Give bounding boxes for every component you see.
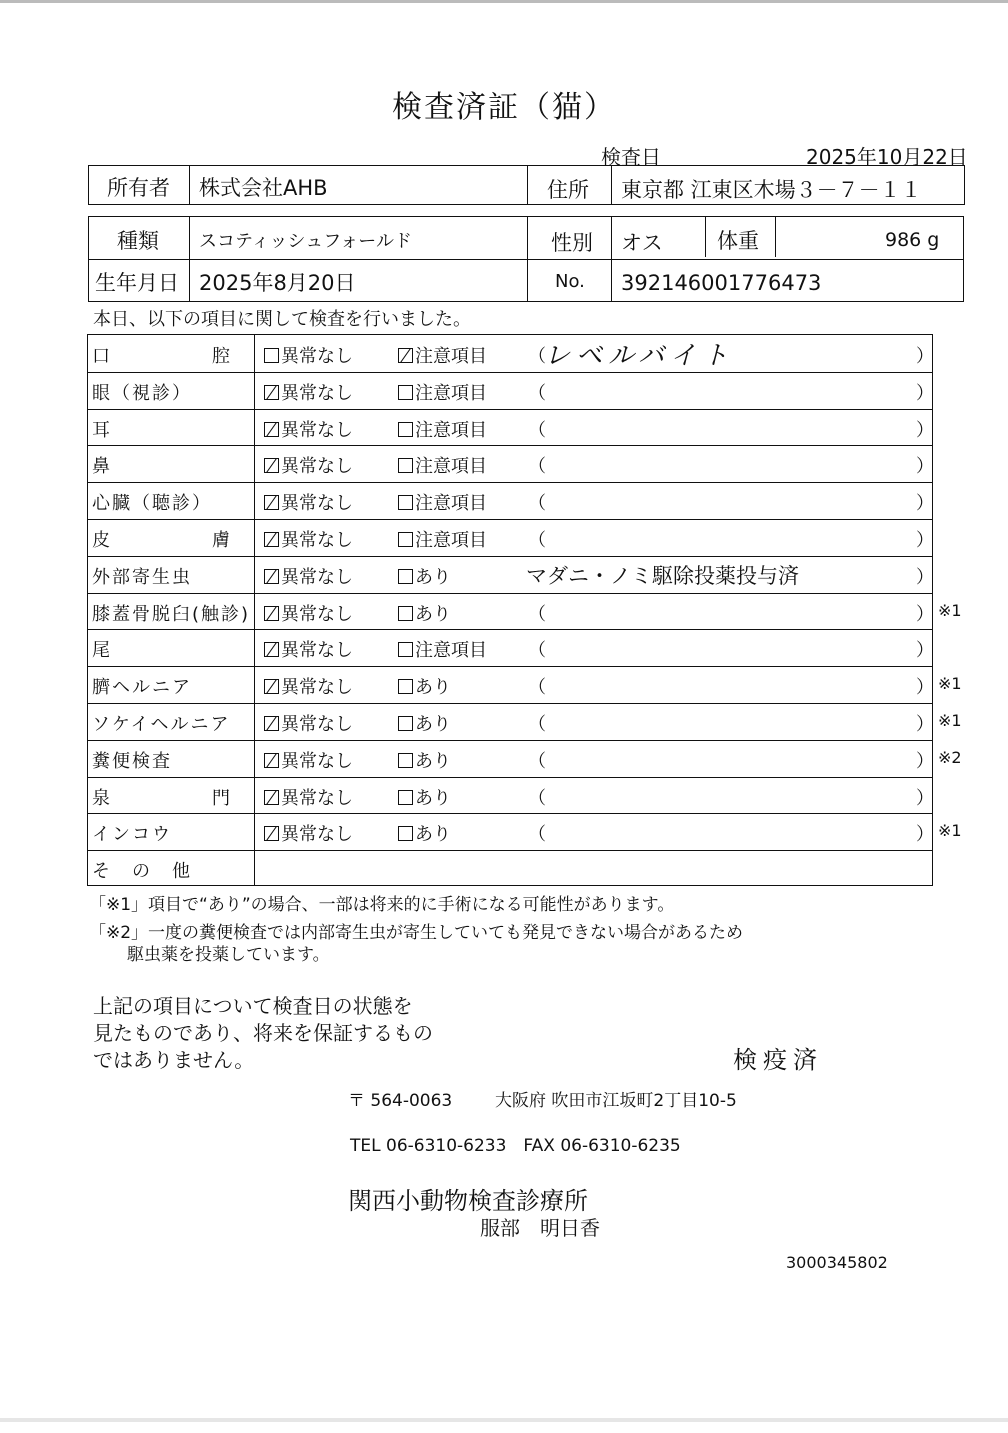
checkbox-icon bbox=[264, 753, 279, 768]
attention-checkbox[interactable] bbox=[398, 710, 451, 736]
checkbox-label: 異常なし bbox=[281, 714, 353, 735]
checkbox-label: 異常なし bbox=[281, 493, 353, 515]
checkbox-icon bbox=[398, 385, 413, 400]
dob-value: 2025年8月20日 bbox=[199, 271, 356, 295]
checkbox-label: 異常なし bbox=[281, 530, 353, 551]
paren-open: （ bbox=[528, 603, 546, 625]
dob-label: 生年月日 bbox=[95, 271, 179, 295]
checkbox-label: あり bbox=[415, 714, 451, 735]
checkbox-icon bbox=[398, 679, 413, 694]
inspection-row bbox=[88, 740, 962, 777]
checkbox-label: 異常なし bbox=[281, 787, 353, 809]
checkbox-icon bbox=[398, 348, 413, 363]
normal-checkbox[interactable] bbox=[264, 526, 353, 552]
paren-close: ） bbox=[916, 382, 934, 404]
checkbox-icon bbox=[398, 606, 413, 621]
normal-checkbox[interactable] bbox=[264, 673, 353, 699]
checkbox-icon bbox=[264, 569, 279, 584]
statement-line: 見たものであり、将来を保証するもの bbox=[93, 1021, 433, 1045]
address-value: 東京都 江東区木場３－７－１１ bbox=[621, 178, 922, 202]
paren-close: ） bbox=[916, 824, 934, 846]
vet-name: 服部 明日香 bbox=[480, 1216, 600, 1240]
paren-close: ） bbox=[916, 530, 934, 551]
statement bbox=[93, 993, 433, 1074]
checkbox-label: 注意項目 bbox=[415, 530, 487, 551]
paren-close: ） bbox=[916, 677, 934, 699]
checkbox-label: 異常なし bbox=[281, 640, 353, 662]
checkbox-label: あり bbox=[415, 603, 451, 625]
paren-close: ） bbox=[916, 566, 934, 588]
checkbox-label: あり bbox=[415, 677, 451, 699]
attention-checkbox[interactable] bbox=[398, 416, 487, 442]
attention-checkbox[interactable] bbox=[398, 489, 487, 515]
owner-label: 所有者 bbox=[107, 176, 170, 200]
normal-checkbox[interactable] bbox=[264, 710, 353, 736]
normal-checkbox[interactable] bbox=[264, 342, 353, 368]
checkbox-label: あり bbox=[415, 787, 451, 809]
inspection-item-name: 尾 bbox=[92, 640, 112, 662]
checkbox-label: 異常なし bbox=[281, 456, 353, 478]
checkbox-label: 異常なし bbox=[281, 750, 353, 772]
attention-checkbox[interactable] bbox=[398, 784, 451, 810]
attention-checkbox[interactable] bbox=[398, 747, 451, 773]
postal-code: 〒 564-0063 bbox=[348, 1091, 453, 1111]
inspection-row bbox=[88, 335, 932, 372]
checkbox-label: 異常なし bbox=[281, 677, 353, 699]
attention-checkbox[interactable] bbox=[398, 379, 487, 405]
attention-checkbox[interactable] bbox=[398, 636, 487, 662]
inspection-table bbox=[87, 334, 962, 886]
address-label: 住所 bbox=[547, 178, 589, 202]
paren-open: （ bbox=[528, 824, 546, 846]
inspection-item-name: インコウ bbox=[92, 824, 172, 846]
attention-checkbox[interactable] bbox=[398, 563, 451, 589]
paren-open: （ bbox=[528, 750, 546, 772]
attention-checkbox[interactable] bbox=[398, 600, 451, 626]
paren-close: ） bbox=[916, 493, 934, 515]
checkbox-label: あり bbox=[415, 750, 451, 772]
checkbox-icon bbox=[264, 826, 279, 841]
checkbox-label: あり bbox=[415, 566, 451, 588]
checkbox-icon bbox=[398, 753, 413, 768]
checkbox-label: 異常なし bbox=[281, 603, 353, 625]
normal-checkbox[interactable] bbox=[264, 563, 353, 589]
checkbox-label: 注意項目 bbox=[415, 382, 487, 404]
exam-date-label: 検査日 bbox=[601, 145, 661, 169]
paren-close: ） bbox=[916, 640, 934, 662]
checkbox-icon bbox=[398, 532, 413, 547]
checkbox-label: 異常なし bbox=[281, 824, 353, 846]
inspection-row bbox=[88, 482, 932, 519]
checkbox-label: 異常なし bbox=[281, 419, 353, 441]
checkbox-icon bbox=[264, 716, 279, 731]
paren-open: （ bbox=[528, 640, 546, 662]
normal-checkbox[interactable] bbox=[264, 379, 353, 405]
breed-label: 種類 bbox=[117, 229, 159, 253]
paren-open: （ bbox=[528, 346, 546, 367]
normal-checkbox[interactable] bbox=[264, 747, 353, 773]
checkbox-icon bbox=[398, 642, 413, 657]
top-border bbox=[0, 0, 1008, 3]
inspection-item-name: 外部寄生虫 bbox=[92, 566, 192, 588]
footnote-mark: ※1 bbox=[938, 600, 962, 620]
note-1: 「※1」項目で“あり”の場合、一部は将来的に手術になる可能性があります。 bbox=[89, 895, 675, 915]
handwritten-remark: レベルバイト bbox=[544, 341, 735, 371]
paren-open: （ bbox=[528, 382, 546, 404]
footnote-mark: ※1 bbox=[938, 674, 962, 694]
footnote-mark: ※1 bbox=[938, 821, 962, 841]
inspection-row bbox=[88, 629, 932, 666]
paren-close: ） bbox=[916, 346, 934, 367]
checkbox-label: 注意項目 bbox=[415, 346, 487, 367]
inspection-row bbox=[88, 519, 932, 556]
checkbox-icon bbox=[398, 458, 413, 473]
inspection-row bbox=[88, 813, 962, 850]
inspection-row bbox=[88, 409, 932, 446]
quarantine-stamp: 検疫済 bbox=[733, 1046, 823, 1074]
paren-open: （ bbox=[528, 419, 546, 441]
checkbox-icon bbox=[264, 422, 279, 437]
intro-text: 本日、以下の項目に関して検査を行いました。 bbox=[93, 309, 471, 330]
clinic-phone: TEL 06-6310-6233 FAX 06-6310-6235 bbox=[350, 1136, 681, 1156]
inspection-item-name: 口 腔 bbox=[92, 346, 232, 367]
checkbox-icon bbox=[264, 532, 279, 547]
checkbox-icon bbox=[264, 385, 279, 400]
paren-open: （ bbox=[528, 787, 546, 809]
checkbox-icon bbox=[398, 790, 413, 805]
normal-checkbox[interactable] bbox=[264, 416, 353, 442]
note-2-continued: 駆虫薬を投薬しています。 bbox=[127, 945, 330, 965]
inspection-item-name: 耳 bbox=[92, 419, 112, 441]
checkbox-icon bbox=[264, 679, 279, 694]
paren-open: （ bbox=[528, 456, 546, 478]
inspection-row bbox=[88, 445, 932, 482]
note-2: 「※2」一度の糞便検査では内部寄生虫が寄生していても発見できない場合があるため bbox=[89, 923, 744, 943]
paren-open: （ bbox=[528, 677, 546, 699]
inspection-row bbox=[88, 372, 932, 409]
number-value: 392146001776473 bbox=[621, 271, 822, 295]
checkbox-label: 異常なし bbox=[281, 566, 353, 588]
inspection-item-name: 鼻 bbox=[92, 456, 112, 478]
exam-date: 2025年10月22日 bbox=[806, 145, 968, 169]
inspection-row bbox=[88, 666, 962, 703]
remark-text: マダニ・ノミ駆除投薬投与済 bbox=[526, 563, 799, 588]
checkbox-label: 注意項目 bbox=[415, 640, 487, 662]
normal-checkbox[interactable] bbox=[264, 636, 353, 662]
paren-close: ） bbox=[916, 750, 934, 772]
inspection-item-name: 臍ヘルニア bbox=[92, 677, 192, 699]
checkbox-label: あり bbox=[415, 824, 451, 846]
paren-open: （ bbox=[528, 530, 546, 551]
checkbox-icon bbox=[264, 458, 279, 473]
breed-value: スコティッシュフォールド bbox=[199, 231, 412, 252]
paren-open: （ bbox=[528, 493, 546, 515]
inspection-item-name: 糞便検査 bbox=[92, 750, 172, 772]
attention-checkbox[interactable] bbox=[398, 342, 487, 368]
inspection-row bbox=[88, 777, 932, 814]
inspection-item-name: 皮 膚 bbox=[92, 530, 232, 551]
weight-value: 986 g bbox=[885, 229, 940, 251]
normal-checkbox[interactable] bbox=[264, 820, 353, 846]
attention-checkbox[interactable] bbox=[398, 526, 487, 552]
checkbox-icon bbox=[264, 348, 279, 363]
checkbox-icon bbox=[264, 790, 279, 805]
checkbox-icon bbox=[398, 826, 413, 841]
number-label: No. bbox=[555, 271, 585, 292]
checkbox-icon bbox=[398, 495, 413, 510]
footnote-mark: ※2 bbox=[938, 747, 962, 767]
statement-line: 上記の項目について検査日の状態を bbox=[93, 994, 413, 1018]
animal-table bbox=[88, 216, 964, 302]
inspection-item-name: 泉 門 bbox=[92, 787, 232, 809]
normal-checkbox[interactable] bbox=[264, 784, 353, 810]
clinic-address: 大阪府 吹田市江坂町2丁目10-5 bbox=[495, 1091, 737, 1111]
checkbox-label: 注意項目 bbox=[415, 456, 487, 478]
paren-open: （ bbox=[528, 714, 546, 735]
checkbox-icon bbox=[264, 495, 279, 510]
attention-checkbox[interactable] bbox=[398, 820, 451, 846]
footnote-mark: ※1 bbox=[938, 711, 962, 730]
normal-checkbox[interactable] bbox=[264, 489, 353, 515]
owner-value: 株式会社AHB bbox=[199, 176, 328, 200]
normal-checkbox[interactable] bbox=[264, 600, 353, 626]
inspection-row bbox=[88, 556, 932, 593]
checkbox-icon bbox=[398, 716, 413, 731]
clinic-name: 関西小動物検査診療所 bbox=[348, 1187, 588, 1215]
checkbox-icon bbox=[264, 606, 279, 621]
inspection-item-name: 心臓（聴診） bbox=[92, 493, 212, 515]
inspection-item-name: 眼（視診） bbox=[92, 382, 192, 404]
document-title: 検査済証（猫） bbox=[392, 90, 616, 125]
inspection-item-name: そ の 他 bbox=[92, 861, 192, 883]
attention-checkbox[interactable] bbox=[398, 673, 451, 699]
paren-close: ） bbox=[916, 456, 934, 478]
paren-close: ） bbox=[916, 714, 934, 735]
document-number: 3000345802 bbox=[786, 1253, 888, 1272]
inspection-row bbox=[88, 850, 932, 887]
normal-checkbox[interactable] bbox=[264, 452, 353, 478]
checkbox-icon bbox=[398, 422, 413, 437]
weight-label: 体重 bbox=[717, 229, 759, 253]
inspection-item-name: ソケイヘルニア bbox=[92, 714, 231, 735]
sex-label: 性別 bbox=[551, 231, 593, 255]
checkbox-icon bbox=[264, 642, 279, 657]
owner-table bbox=[88, 165, 965, 205]
attention-checkbox[interactable] bbox=[398, 452, 487, 478]
checkbox-label: 異常なし bbox=[281, 346, 353, 367]
checkbox-label: 注意項目 bbox=[415, 493, 487, 515]
checkbox-label: 異常なし bbox=[281, 382, 353, 404]
bottom-border bbox=[0, 1418, 1008, 1422]
inspection-row bbox=[88, 593, 962, 630]
inspection-row bbox=[88, 703, 962, 740]
checkbox-icon bbox=[398, 569, 413, 584]
sex-value: オス bbox=[621, 231, 663, 255]
paren-close: ） bbox=[916, 419, 934, 441]
paren-close: ） bbox=[916, 603, 934, 625]
inspection-item-name: 膝蓋骨脱臼(触診) bbox=[92, 603, 251, 625]
statement-line: ではありません。 bbox=[93, 1048, 255, 1072]
checkbox-label: 注意項目 bbox=[415, 419, 487, 441]
paren-close: ） bbox=[916, 787, 934, 809]
